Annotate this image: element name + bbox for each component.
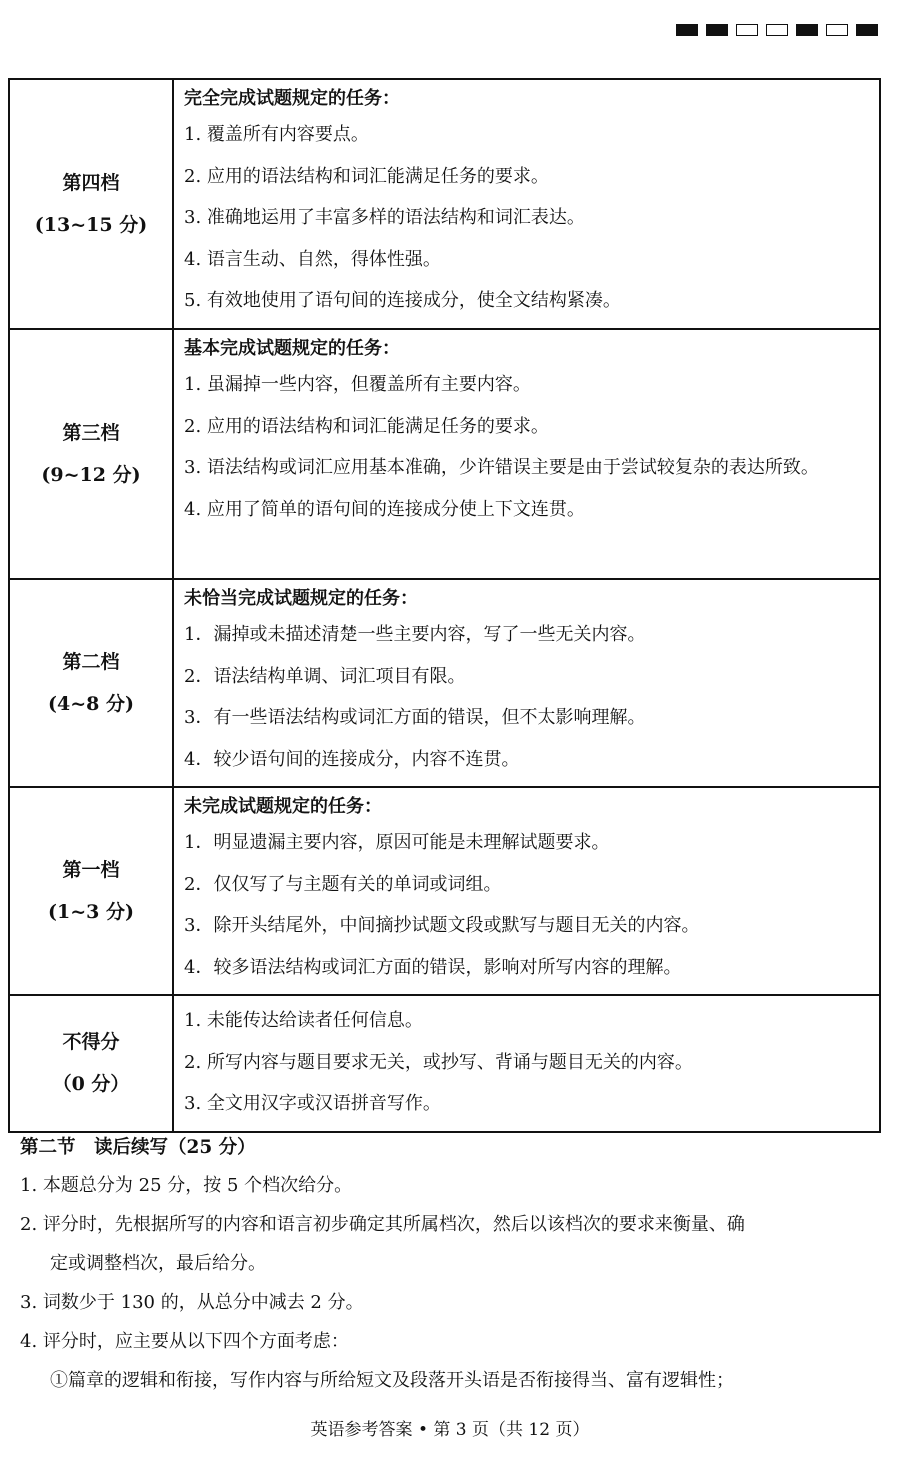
criteria-heading: 基本完成试题规定的任务： — [184, 338, 400, 359]
criteria-cell — [173, 787, 880, 995]
table-row — [9, 79, 880, 329]
criteria-item: 1. 虽漏掉一些内容，但覆盖所有主要内容。 — [184, 374, 531, 395]
level-cell — [9, 79, 173, 329]
criteria-heading: 未完成试题规定的任务： — [184, 796, 382, 817]
criteria-heading: 未恰当完成试题规定的任务： — [184, 588, 418, 609]
criteria-item: 1. 覆盖所有内容要点。 — [184, 124, 369, 145]
criteria-item: 1．明显遗漏主要内容，原因可能是未理解试题要求。 — [184, 832, 610, 853]
criteria-item: 3．有一些语法结构或词汇方面的错误，但不太影响理解。 — [184, 707, 646, 728]
level-cell — [9, 787, 173, 995]
continuation-writing-section — [20, 1130, 880, 1400]
level-score: (13~15 分) — [34, 214, 148, 236]
criteria-item: 5. 有效地使用了语句间的连接成分，使全文结构紧凑。 — [184, 290, 621, 311]
criteria-item: 3. 语法结构或词汇应用基本准确，少许错误主要是由于尝试较复杂的表达所致。 — [184, 457, 819, 478]
level-name: 第一档 — [62, 859, 120, 881]
criteria-item: 4. 应用了简单的语句间的连接成分使上下文连贯。 — [184, 498, 585, 520]
level-cell — [9, 995, 173, 1132]
table-row — [9, 995, 880, 1132]
table-row — [9, 579, 880, 787]
criteria-item: 2. 应用的语法结构和词汇能满足任务的要求。 — [184, 415, 549, 437]
scoring-point: 2. 评分时，先根据所写的内容和语言初步确定其所属档次，然后以该档次的要求来衡量、确 — [20, 1214, 745, 1235]
section-title: 第二节 读后续写（25 分） — [20, 1137, 256, 1158]
criteria-item: 2．语法结构单调、词汇项目有限。 — [184, 665, 466, 687]
level-cell — [9, 329, 173, 579]
level-cell — [9, 579, 173, 787]
page-marker-strip — [676, 24, 878, 36]
criteria-item: 4．较少语句间的连接成分，内容不连贯。 — [184, 748, 520, 770]
level-name: 不得分 — [62, 1031, 120, 1054]
criteria-item: 3. 全文用汉字或汉语拼音写作。 — [184, 1093, 441, 1114]
criteria-item: 3．除开头结尾外，中间摘抄试题文段或默写与题目无关的内容。 — [184, 915, 700, 936]
marker-filled — [676, 24, 698, 36]
table-row — [9, 787, 880, 995]
marker-filled — [706, 24, 728, 36]
marker-filled — [856, 24, 878, 36]
criteria-heading: 完全完成试题规定的任务： — [184, 88, 400, 109]
grading-table — [8, 78, 881, 1133]
criteria-item: 1．漏掉或未描述清楚一些主要内容，写了一些无关内容。 — [184, 624, 646, 645]
marker-empty — [736, 24, 758, 36]
scoring-subpoint: ①篇章的逻辑和衔接，写作内容与所给短文及段落开头语是否衔接得当、富有逻辑性； — [50, 1370, 734, 1391]
criteria-item: 4. 语言生动、自然，得体性强。 — [184, 248, 441, 270]
scoring-point: 3. 词数少于 130 的，从总分中减去 2 分。 — [20, 1292, 364, 1313]
scoring-point: 1. 本题总分为 25 分，按 5 个档次给分。 — [20, 1175, 353, 1196]
criteria-cell — [173, 79, 880, 329]
marker-filled — [796, 24, 818, 36]
level-name: 第三档 — [62, 422, 120, 444]
page-footer: 英语参考答案 • 第 3 页（共 12 页） — [310, 1420, 590, 1440]
criteria-item: 3. 准确地运用了丰富多样的语法结构和词汇表达。 — [184, 207, 585, 228]
level-score: (1~3 分) — [48, 901, 134, 923]
criteria-item: 4．较多语法结构或词汇方面的错误，影响对所写内容的理解。 — [184, 956, 682, 978]
level-name: 第四档 — [62, 172, 120, 194]
level-name: 第二档 — [62, 651, 120, 673]
marker-empty — [826, 24, 848, 36]
criteria-item: 2. 应用的语法结构和词汇能满足任务的要求。 — [184, 165, 549, 187]
level-score: (9~12 分) — [41, 464, 141, 486]
scoring-point: 4. 评分时，应主要从以下四个方面考虑： — [20, 1331, 349, 1352]
level-score: (4~8 分) — [48, 693, 134, 715]
table-row — [9, 329, 880, 579]
level-score: （0 分） — [52, 1073, 130, 1096]
criteria-cell — [173, 329, 880, 579]
marker-empty — [766, 24, 788, 36]
criteria-item: 2. 所写内容与题目要求无关，或抄写、背诵与题目无关的内容。 — [184, 1051, 693, 1073]
criteria-item: 2．仅仅写了与主题有关的单词或词组。 — [184, 873, 502, 895]
criteria-item: 1. 未能传达给读者任何信息。 — [184, 1010, 423, 1031]
criteria-cell — [173, 995, 880, 1132]
criteria-cell — [173, 579, 880, 787]
scoring-point-continued: 定或调整档次，最后给分。 — [50, 1253, 266, 1274]
